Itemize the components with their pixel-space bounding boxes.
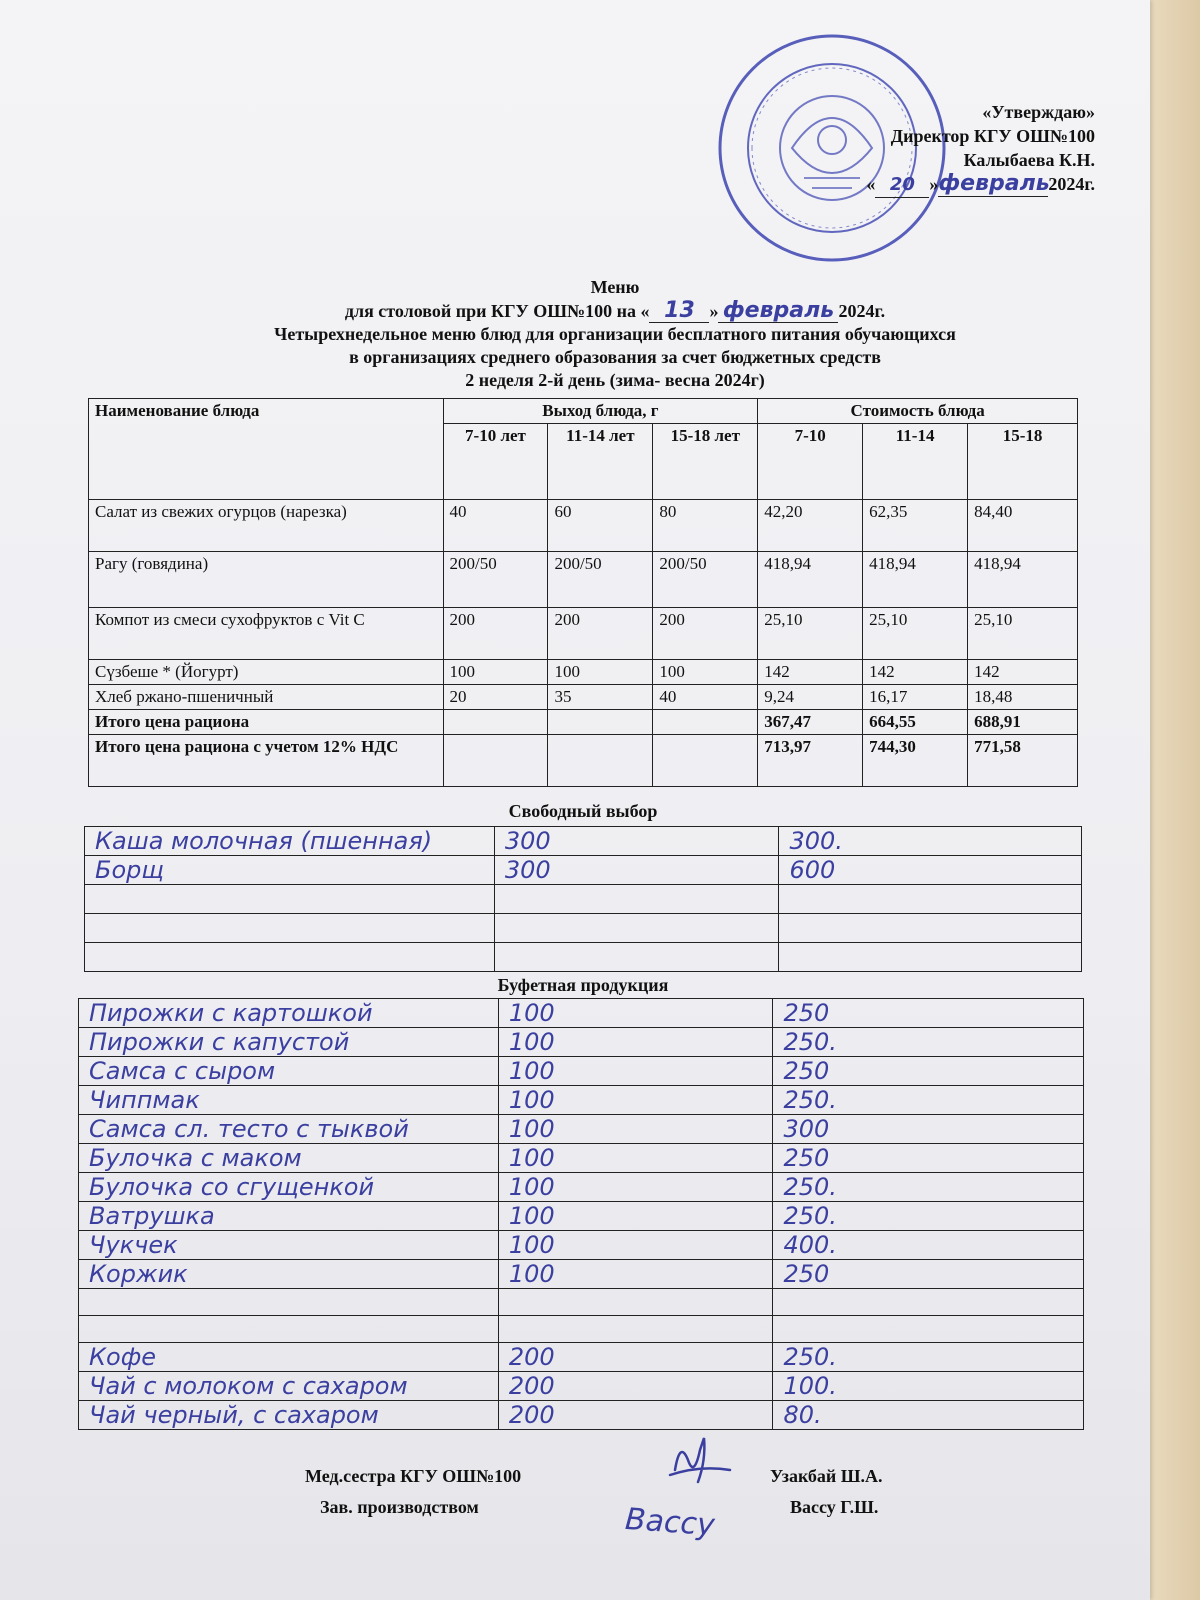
cell: 100 — [443, 660, 548, 685]
cell: 16,17 — [863, 685, 968, 710]
table-row — [79, 1231, 1084, 1260]
item-name: Самса сл. тесто с тыквой — [79, 1115, 499, 1144]
header-yield-age: 15-18 лет — [653, 424, 758, 500]
header-yield-age: 7-10 лет — [443, 424, 548, 500]
cell — [653, 735, 758, 787]
free-choice-title: Свободный выбор — [508, 801, 658, 821]
cell: 200/50 — [443, 552, 548, 608]
cell — [653, 710, 758, 735]
cell: 20 — [443, 685, 548, 710]
table-row — [79, 1115, 1084, 1144]
cell: 200/50 — [548, 552, 653, 608]
cell: 142 — [863, 660, 968, 685]
item-name — [79, 1289, 499, 1316]
item-price: 250 — [773, 1260, 1084, 1289]
table-row — [85, 885, 1082, 914]
approval-date: « 20 »февраль2024г. — [866, 171, 1095, 196]
table-row — [85, 827, 1082, 856]
item-price: 600 — [779, 856, 1082, 885]
title-month: февраль — [718, 299, 838, 323]
item-price — [779, 943, 1082, 972]
cell: 25,10 — [758, 608, 863, 660]
cell: 35 — [548, 685, 653, 710]
item-qty — [498, 1316, 773, 1343]
approval-position: Директор КГУ ОШ№100 — [890, 126, 1095, 146]
item-price: 250. — [773, 1086, 1084, 1115]
item-name: Борщ — [85, 856, 495, 885]
cell: 40 — [443, 500, 548, 552]
table-row — [79, 1401, 1084, 1430]
item-price: 250. — [773, 1343, 1084, 1372]
item-name: Булочка со сгущенкой — [79, 1173, 499, 1202]
item-qty: 100 — [498, 1144, 773, 1173]
item-qty: 100 — [498, 1115, 773, 1144]
cell: 25,10 — [968, 608, 1078, 660]
item-qty: 100 — [498, 1086, 773, 1115]
cell: 688,91 — [968, 710, 1078, 735]
item-price: 250 — [773, 1057, 1084, 1086]
cell: 200 — [653, 608, 758, 660]
item-price — [773, 1289, 1084, 1316]
cell: 9,24 — [758, 685, 863, 710]
approval-name: Калыбаева К.Н. — [963, 150, 1095, 170]
item-name: Чиппмак — [79, 1086, 499, 1115]
approval-title: «Утверждаю» — [982, 102, 1095, 122]
header-cost: Стоимость блюда — [758, 399, 1078, 424]
table-row — [79, 1086, 1084, 1115]
item-price: 250. — [773, 1202, 1084, 1231]
table-row — [79, 1144, 1084, 1173]
item-price: 300 — [773, 1115, 1084, 1144]
table-row — [89, 500, 1078, 552]
table-row — [79, 1316, 1084, 1343]
item-qty: 100 — [498, 1028, 773, 1057]
cell: 200/50 — [653, 552, 758, 608]
item-price — [779, 885, 1082, 914]
item-name: Ватрушка — [79, 1202, 499, 1231]
head-name: Вассу Г.Ш. — [790, 1497, 879, 1517]
cell: 744,30 — [863, 735, 968, 787]
item-qty: 100 — [498, 1231, 773, 1260]
cell: 664,55 — [863, 710, 968, 735]
dish-name: Хлеб ржано-пшеничный — [89, 685, 444, 710]
table-row — [79, 1372, 1084, 1401]
item-name: Пирожки с капустой — [79, 1028, 499, 1057]
header-cost-age: 7-10 — [758, 424, 863, 500]
header-dish: Наименование блюда — [89, 399, 444, 500]
header-cost-age: 15-18 — [968, 424, 1078, 500]
item-name: Самса с сыром — [79, 1057, 499, 1086]
item-qty — [494, 943, 779, 972]
title-menu: Меню — [590, 277, 640, 297]
item-name — [85, 943, 495, 972]
table-row — [79, 1173, 1084, 1202]
item-qty — [494, 914, 779, 943]
item-name: Булочка с маком — [79, 1144, 499, 1173]
table-row — [79, 1028, 1084, 1057]
nurse-label: Мед.сестра КГУ ОШ№100 — [305, 1466, 522, 1486]
item-qty: 300 — [494, 827, 779, 856]
item-qty: 200 — [498, 1343, 773, 1372]
item-qty: 100 — [498, 1173, 773, 1202]
cell: 18,48 — [968, 685, 1078, 710]
item-price — [779, 914, 1082, 943]
cell — [443, 710, 548, 735]
item-qty: 100 — [498, 999, 773, 1028]
item-qty: 100 — [498, 1057, 773, 1086]
item-price: 250 — [773, 1144, 1084, 1173]
table-row — [89, 685, 1078, 710]
item-name: Чай черный, с сахаром — [79, 1401, 499, 1430]
cell: 100 — [653, 660, 758, 685]
cell: 367,47 — [758, 710, 863, 735]
dish-name: Компот из смеси сухофруктов с Vit C — [89, 608, 444, 660]
document-title — [130, 276, 1100, 392]
cell: 142 — [758, 660, 863, 685]
title-description-2: в организациях среднего образования за счет бюджетных средств — [349, 347, 881, 367]
item-name: Каша молочная (пшенная) — [85, 827, 495, 856]
cell: 418,94 — [968, 552, 1078, 608]
nurse-name: Узакбай Ш.А. — [770, 1466, 883, 1486]
item-name: Чукчек — [79, 1231, 499, 1260]
header-yield: Выход блюда, г — [443, 399, 758, 424]
buffet-title: Буфетная продукция — [497, 975, 669, 995]
item-price: 300. — [779, 827, 1082, 856]
head-label: Зав. производством — [320, 1497, 479, 1517]
total-row — [89, 710, 1078, 735]
item-name — [85, 914, 495, 943]
dish-name: Рагу (говядина) — [89, 552, 444, 608]
cell: 25,10 — [863, 608, 968, 660]
item-qty: 300 — [494, 856, 779, 885]
item-price: 80. — [773, 1401, 1084, 1430]
item-name — [79, 1316, 499, 1343]
header-yield-age: 11-14 лет — [548, 424, 653, 500]
item-qty: 100 — [498, 1202, 773, 1231]
cell — [443, 735, 548, 787]
item-price: 400. — [773, 1231, 1084, 1260]
menu-table — [88, 398, 1078, 787]
table-row — [79, 1202, 1084, 1231]
cell: 200 — [548, 608, 653, 660]
buffet-rows — [79, 999, 1084, 1430]
item-name: Пирожки с картошкой — [79, 999, 499, 1028]
approval-block — [866, 100, 1095, 198]
item-price: 250. — [773, 1028, 1084, 1057]
item-name: Коржик — [79, 1260, 499, 1289]
buffet-table — [78, 998, 1084, 1430]
title-week-day: 2 неделя 2-й день (зима- весна 2024г) — [465, 370, 765, 390]
total-label: Итого цена рациона — [89, 710, 444, 735]
cell: 42,20 — [758, 500, 863, 552]
item-name: Кофе — [79, 1343, 499, 1372]
table-row — [79, 999, 1084, 1028]
table-row — [79, 1057, 1084, 1086]
item-qty — [498, 1289, 773, 1316]
item-qty: 200 — [498, 1372, 773, 1401]
cell — [548, 710, 653, 735]
item-name — [85, 885, 495, 914]
dish-name: Сүзбеше * (Йогурт) — [89, 660, 444, 685]
item-qty — [494, 885, 779, 914]
approval-date-day: 20 — [875, 173, 929, 198]
total-vat-row — [89, 735, 1078, 787]
table-row — [89, 660, 1078, 685]
table-row — [89, 608, 1078, 660]
cell: 84,40 — [968, 500, 1078, 552]
cell: 200 — [443, 608, 548, 660]
title-description: Четырехнедельное меню блюд для организации бесплатного питания обучающихся — [274, 324, 956, 344]
cell: 142 — [968, 660, 1078, 685]
table-row — [85, 943, 1082, 972]
cell: 62,35 — [863, 500, 968, 552]
item-price: 250 — [773, 999, 1084, 1028]
cell — [548, 735, 653, 787]
title-for-canteen: для столовой при КГУ ОШ№100 на « 13 » февраль 2024г. — [344, 298, 886, 323]
cell: 40 — [653, 685, 758, 710]
item-name: Чай с молоком с сахаром — [79, 1372, 499, 1401]
table-header-row — [89, 399, 1078, 424]
table-row — [79, 1260, 1084, 1289]
cell: 771,58 — [968, 735, 1078, 787]
item-price: 250. — [773, 1173, 1084, 1202]
item-qty: 100 — [498, 1260, 773, 1289]
cell: 713,97 — [758, 735, 863, 787]
table-row — [85, 856, 1082, 885]
table-row — [79, 1343, 1084, 1372]
free-choice-table — [84, 826, 1082, 972]
cell: 418,94 — [758, 552, 863, 608]
item-price: 100. — [773, 1372, 1084, 1401]
title-day: 13 — [649, 299, 709, 323]
cell: 80 — [653, 500, 758, 552]
head-signature: Вассу — [623, 1501, 716, 1544]
header-cost-age: 11-14 — [863, 424, 968, 500]
approval-date-month: февраль — [938, 171, 1050, 196]
table-row — [85, 914, 1082, 943]
nurse-signature — [660, 1430, 740, 1490]
table-row — [79, 1289, 1084, 1316]
item-price — [773, 1316, 1084, 1343]
cell: 418,94 — [863, 552, 968, 608]
total-vat-label: Итого цена рациона с учетом 12% НДС — [89, 735, 444, 787]
dish-name: Салат из свежих огурцов (нарезка) — [89, 500, 444, 552]
cell: 60 — [548, 500, 653, 552]
item-qty: 200 — [498, 1401, 773, 1430]
cell: 100 — [548, 660, 653, 685]
table-row — [89, 552, 1078, 608]
